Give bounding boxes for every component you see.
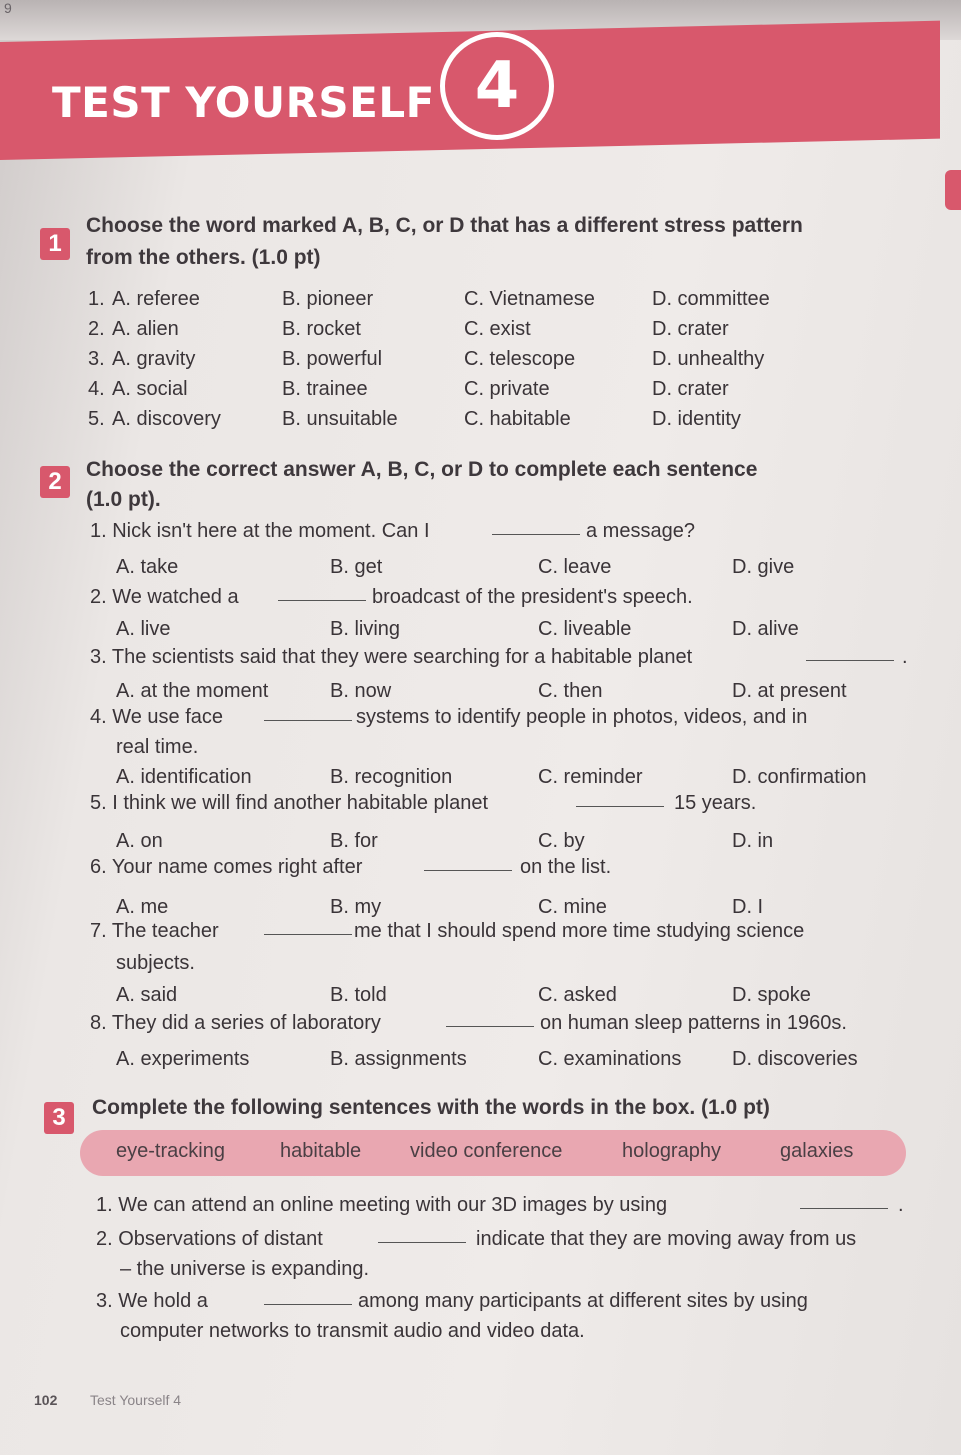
option-a: A. live — [116, 618, 171, 640]
word-box-item: eye-tracking — [116, 1140, 225, 1162]
test-number-badge: 4 — [440, 32, 554, 140]
word-box-item: galaxies — [780, 1140, 854, 1162]
question-number: 4. — [88, 378, 105, 400]
option-d: D. spoke — [732, 984, 811, 1006]
option-c: C. leave — [538, 556, 612, 578]
word-box-item: holography — [622, 1140, 721, 1162]
question-text: 2. We watched a — [90, 586, 239, 608]
question-text-end: a message? — [586, 520, 695, 542]
question-text: 5. I think we will find another habitable planet — [90, 792, 489, 814]
sentence-text: 1. We can attend an online meeting with our 3D images by using — [96, 1194, 668, 1216]
option-c: C. examinations — [538, 1048, 682, 1070]
section-2-options — [0, 556, 961, 586]
question-text-end: me that I should spend more time studying science — [354, 920, 805, 942]
option-b: B. living — [330, 618, 401, 640]
section-3-sentence-cont — [0, 1320, 961, 1350]
option-d: D. unhealthy — [652, 348, 765, 370]
option-b: B. get — [330, 556, 383, 578]
question-text: 7. The teacher — [90, 920, 219, 942]
section-1-title: Choose the word marked A, B, C, or D that has a different stress pattern — [86, 214, 803, 237]
option-a: A. on — [116, 830, 163, 852]
option-c: C. exist — [464, 318, 531, 340]
section-2-question — [0, 706, 961, 736]
option-b: B. trainee — [282, 378, 368, 400]
section-3-sentence-cont — [0, 1258, 961, 1288]
sentence-text-end: . — [898, 1194, 904, 1216]
section-1-question — [0, 348, 961, 378]
section-3-sentence — [0, 1228, 961, 1258]
option-b: B. powerful — [282, 348, 383, 370]
question-text: 6. Your name comes right after — [90, 856, 363, 878]
option-b: B. pioneer — [282, 288, 374, 310]
section-3-number: 3 — [44, 1102, 74, 1134]
option-a: A. gravity — [112, 348, 196, 370]
question-text: 1. Nick isn't here at the moment. Can I — [90, 520, 430, 542]
option-b: B. rocket — [282, 318, 361, 340]
answer-blank[interactable] — [264, 920, 352, 935]
option-c: C. mine — [538, 896, 607, 918]
option-d: D. alive — [732, 618, 799, 640]
word-box-item: video conference — [410, 1140, 563, 1162]
option-d: D. identity — [652, 408, 741, 430]
page-title: TEST YOURSELF — [52, 78, 435, 127]
section-2-number: 2 — [40, 466, 70, 498]
option-b: B. for — [330, 830, 378, 852]
section-2-question — [0, 520, 961, 550]
option-a: A. take — [116, 556, 179, 578]
question-number: 5. — [88, 408, 105, 430]
option-b: B. recognition — [330, 766, 453, 788]
question-text-end: systems to identify people in photos, videos, and in — [356, 706, 808, 728]
question-text-end: broadcast of the president's speech. — [372, 586, 693, 608]
option-a: A. said — [116, 984, 178, 1006]
question-text-end: . — [902, 646, 908, 668]
question-text: 3. The scientists said that they were searching for a habitable planet — [90, 646, 693, 668]
question-number: 2. — [88, 318, 105, 340]
answer-blank[interactable] — [800, 1194, 888, 1209]
section-2-question-cont — [0, 952, 961, 982]
section-2-question — [0, 586, 961, 616]
section-2-options — [0, 618, 961, 648]
sentence-text-end: among many participants at different sites by using — [358, 1290, 808, 1312]
section-1-title-cont: from the others. (1.0 pt) — [86, 246, 321, 269]
word-box — [80, 1130, 906, 1176]
section-1-question — [0, 378, 961, 408]
option-b: B. my — [330, 896, 382, 918]
option-c: C. telescope — [464, 348, 576, 370]
section-2-question — [0, 856, 961, 886]
option-d: D. crater — [652, 378, 729, 400]
option-d: D. discoveries — [732, 1048, 858, 1070]
option-d: D. give — [732, 556, 795, 578]
section-3-title: Complete the following sentences with the words in the box. (1.0 pt) — [92, 1096, 770, 1119]
sentence-text-cont: computer networks to transmit audio and video data. — [120, 1320, 585, 1342]
page-tab-marker — [945, 170, 961, 210]
question-text-end: 15 years. — [674, 792, 757, 814]
sentence-text: 2. Observations of distant — [96, 1228, 323, 1250]
section-2-title: Choose the correct answer A, B, C, or D to complete each sentence — [86, 458, 758, 481]
question-text-cont: subjects. — [116, 952, 195, 974]
section-2-question-cont — [0, 736, 961, 766]
option-c: C. habitable — [464, 408, 571, 430]
option-d: D. confirmation — [732, 766, 867, 788]
page-number: 102 — [34, 1392, 58, 1408]
option-b: B. told — [330, 984, 387, 1006]
option-c: C. liveable — [538, 618, 632, 640]
section-1-question — [0, 288, 961, 318]
option-c: C. by — [538, 830, 585, 852]
answer-blank[interactable] — [446, 1012, 534, 1027]
option-a: A. social — [112, 378, 188, 400]
answer-blank[interactable] — [278, 586, 366, 601]
section-2-options — [0, 984, 961, 1014]
section-2-question — [0, 646, 961, 676]
answer-blank[interactable] — [264, 1290, 352, 1305]
answer-blank[interactable] — [378, 1228, 466, 1243]
section-1-number: 1 — [40, 228, 70, 260]
option-d: D. I — [732, 896, 764, 918]
question-text-end: on the list. — [520, 856, 612, 878]
option-c: C. private — [464, 378, 550, 400]
option-c: C. reminder — [538, 766, 643, 788]
option-d: D. committee — [652, 288, 770, 310]
section-2-question — [0, 1012, 961, 1042]
option-b: B. unsuitable — [282, 408, 398, 430]
question-text: 4. We use face — [90, 706, 224, 728]
option-a: A. discovery — [112, 408, 221, 430]
corner-mark: 9 — [4, 0, 12, 16]
option-a: A. experiments — [116, 1048, 250, 1070]
option-b: B. assignments — [330, 1048, 467, 1070]
answer-blank[interactable] — [424, 856, 512, 871]
option-a: A. at the moment — [116, 680, 269, 702]
question-text-end: on human sleep patterns in 1960s. — [540, 1012, 847, 1034]
sentence-text: 3. We hold a — [96, 1290, 208, 1312]
option-c: C. Vietnamese — [464, 288, 595, 310]
sentence-text-cont: – the universe is expanding. — [120, 1258, 370, 1280]
section-2-options — [0, 1048, 961, 1078]
section-3-sentence — [0, 1194, 961, 1224]
question-text-cont: real time. — [116, 736, 199, 758]
option-a: A. referee — [112, 288, 200, 310]
option-a: A. identification — [116, 766, 252, 788]
section-3-sentence — [0, 1290, 961, 1320]
section-1-question — [0, 318, 961, 348]
option-c: C. then — [538, 680, 603, 702]
answer-blank[interactable] — [492, 520, 580, 535]
option-a: A. alien — [112, 318, 179, 340]
answer-blank[interactable] — [806, 646, 894, 661]
footer-label: Test Yourself 4 — [90, 1392, 182, 1408]
option-c: C. asked — [538, 984, 617, 1006]
question-number: 3. — [88, 348, 105, 370]
answer-blank[interactable] — [264, 706, 352, 721]
word-box-item: habitable — [280, 1140, 362, 1162]
section-2-question — [0, 920, 961, 950]
section-2-title-cont: (1.0 pt). — [86, 488, 161, 511]
option-b: B. now — [330, 680, 392, 702]
option-d: D. in — [732, 830, 774, 852]
answer-blank[interactable] — [576, 792, 664, 807]
section-1-question — [0, 408, 961, 438]
sentence-text-end: indicate that they are moving away from us — [476, 1228, 857, 1250]
option-a: A. me — [116, 896, 169, 918]
option-d: D. crater — [652, 318, 729, 340]
option-d: D. at present — [732, 680, 847, 702]
section-2-question — [0, 792, 961, 822]
question-number: 1. — [88, 288, 105, 310]
question-text: 8. They did a series of laboratory — [90, 1012, 381, 1034]
